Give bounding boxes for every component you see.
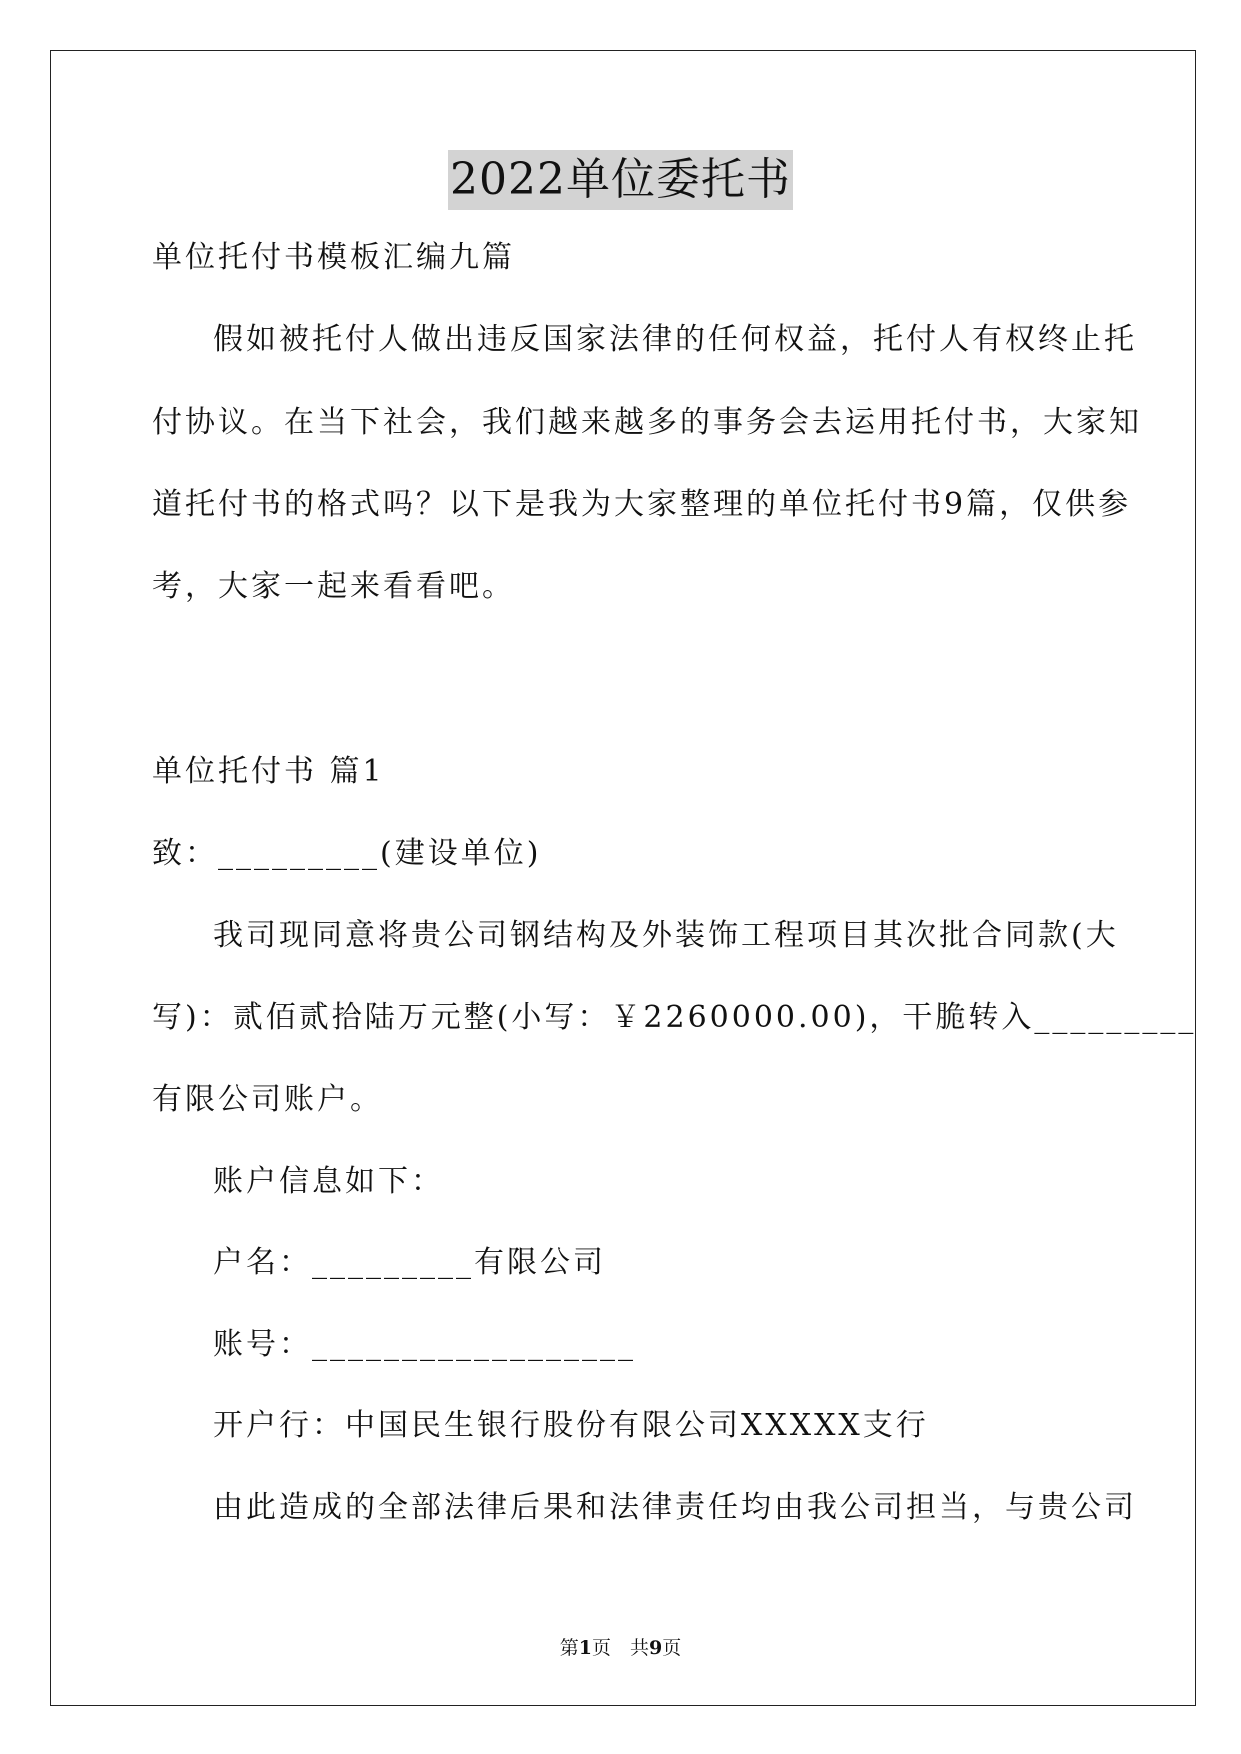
account-name-line: 户名：_________有限公司 [213, 1245, 606, 1280]
paragraph-line: 付协议。在当下社会，我们越来越多的事务会去运用托付书，大家知 [152, 405, 1142, 440]
paragraph-line: 我司现同意将贵公司钢结构及外装饰工程项目其次批合同款(大 [213, 918, 1119, 953]
paragraph-line: 道托付书的格式吗？以下是我为大家整理的单位托付书9篇，仅供参 [152, 487, 1132, 522]
title-container [0, 150, 1241, 210]
paragraph-line: 有限公司账户。 [152, 1082, 383, 1117]
footer-suffix: 页 [662, 1637, 682, 1659]
section-heading: 单位托付书 篇1 [152, 754, 385, 789]
paragraph-line: 写)：贰佰贰拾陆万元整(小写：￥2260000.00)，干脆转入_________ [152, 1000, 1197, 1035]
account-info-heading: 账户信息如下： [213, 1164, 444, 1199]
account-number-line: 账号：__________________ [213, 1327, 636, 1362]
bank-line: 开户行：中国民生银行股份有限公司XXXXX支行 [213, 1408, 929, 1443]
footer-prefix: 第 [559, 1637, 579, 1659]
document-title: 2022单位委托书 [448, 150, 793, 210]
page-footer [0, 1636, 1241, 1660]
paragraph-line: 由此造成的全部法律后果和法律责任均由我公司担当，与贵公司 [213, 1490, 1137, 1525]
footer-total-pages: 9 [649, 1637, 663, 1659]
paragraph-line: 假如被托付人做出违反国家法律的任何权益，托付人有权终止托 [213, 322, 1137, 357]
addressee-line: 致：_________(建设单位) [152, 836, 542, 871]
page-border [50, 50, 1196, 1706]
paragraph-line: 考，大家一起来看看吧。 [152, 569, 515, 604]
footer-mid: 页 共 [591, 1637, 649, 1659]
subtitle-line: 单位托付书模板汇编九篇 [152, 240, 515, 275]
footer-current-page: 1 [578, 1637, 592, 1659]
